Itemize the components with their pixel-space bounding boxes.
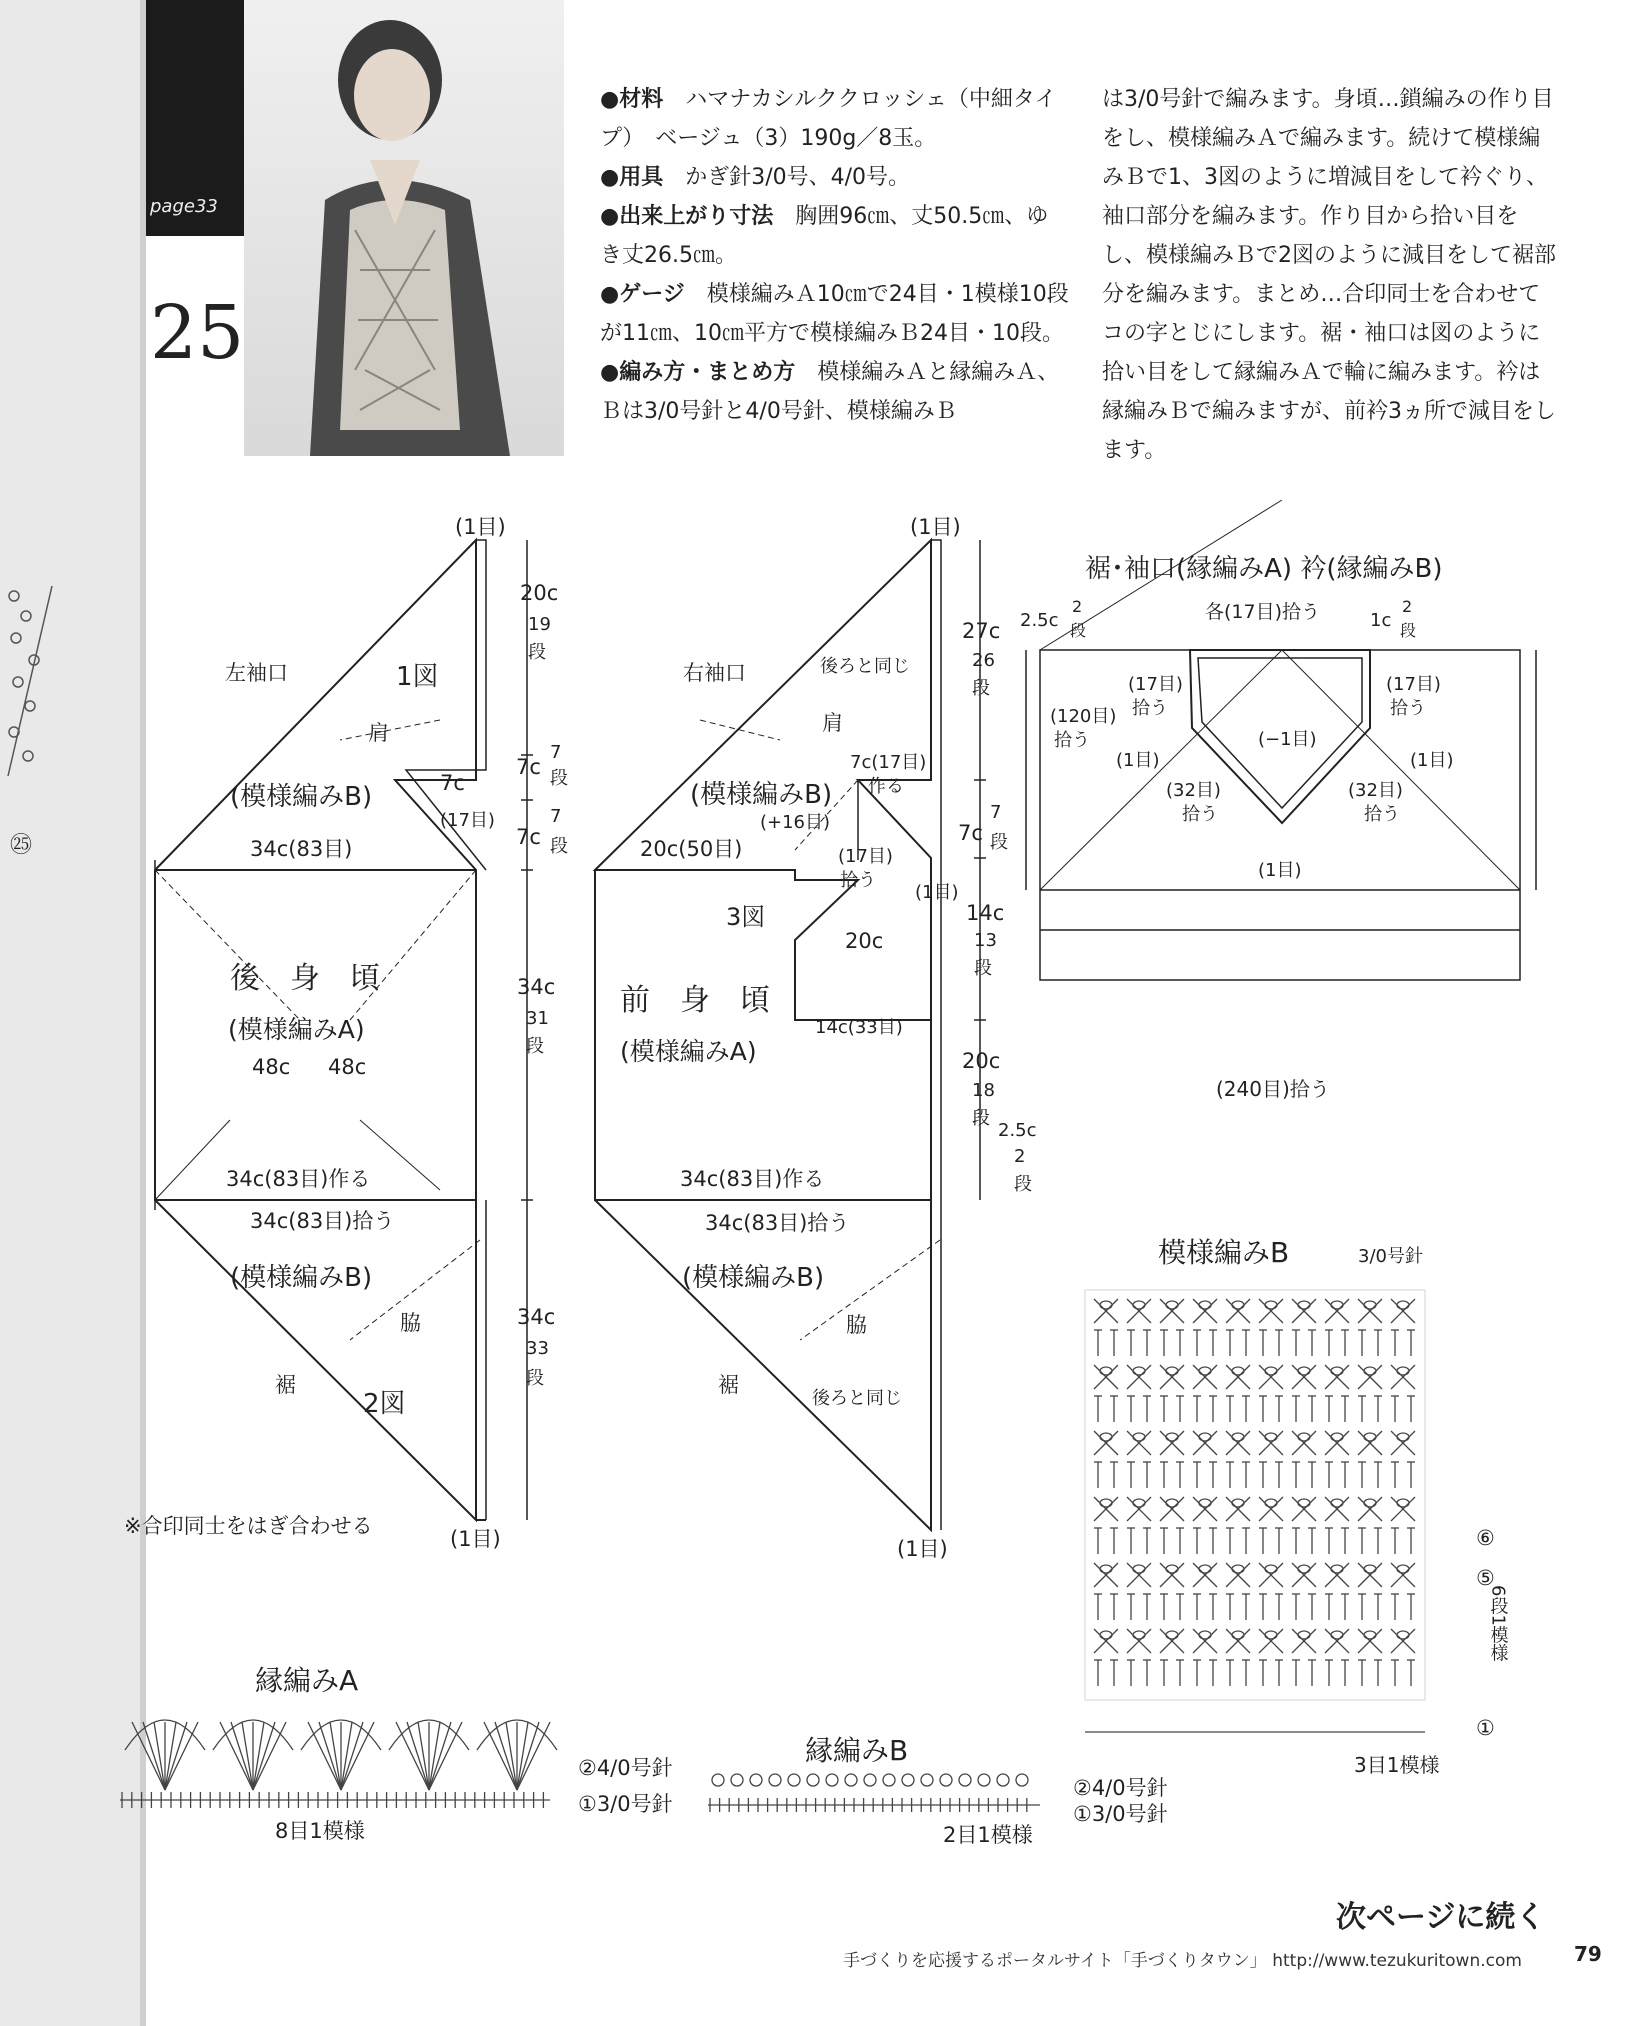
- front-plus-16: (+16目): [760, 812, 831, 833]
- edge-b-picot: [750, 1774, 762, 1786]
- back-hem: 裾: [275, 1373, 296, 1397]
- gauge-label: ●ゲージ: [600, 282, 685, 307]
- edge-b-picot: [807, 1774, 819, 1786]
- edge-a-spoke: [517, 1722, 539, 1790]
- chain-stitch: [1232, 1367, 1244, 1375]
- model-figure: [270, 10, 540, 456]
- chain-stitch: [1100, 1367, 1112, 1375]
- edge-a-spoke: [143, 1722, 165, 1790]
- back-top-stitch: (1目): [455, 515, 506, 539]
- front-dim-4-unit: 段: [972, 1108, 990, 1129]
- chain-stitch: [1133, 1301, 1145, 1309]
- edge-a-stitches: [120, 1720, 557, 1808]
- edge-a-spoke: [165, 1722, 187, 1790]
- page-reference: page33: [150, 196, 218, 217]
- back-dim-3-unit: 段: [550, 836, 568, 857]
- edge-a-spoke: [319, 1722, 341, 1790]
- edging-collar-top: 各(17目)拾う: [1205, 601, 1321, 623]
- back-sleeve-label: 左袖口: [225, 661, 288, 685]
- back-width-48b: 48c: [328, 1055, 367, 1079]
- method-text: 模様編みＡと縁編みＡ、Ｂは3/0号針と4/0号針、模様編みＢ: [600, 360, 1060, 424]
- edge-b-picot: [997, 1774, 1009, 1786]
- front-dim-5-unit: 段: [1014, 1174, 1032, 1195]
- pattern-b-row-6: ⑥: [1476, 1526, 1495, 1550]
- edging-top-right-unit: 段: [1400, 621, 1417, 640]
- front-dim-4: 20c: [962, 1049, 1001, 1073]
- back-gap-7: 7c: [440, 771, 465, 795]
- back-dim-1-rows: 19: [528, 614, 551, 635]
- chain-stitch: [1331, 1301, 1343, 1309]
- back-dim-5: 34c: [517, 1305, 556, 1329]
- chain-stitch: [1232, 1631, 1244, 1639]
- front-dim-3-unit: 段: [974, 958, 992, 979]
- edge-a-row-2: ②4/0号針: [578, 1756, 673, 1780]
- back-dim-4-unit: 段: [526, 1036, 544, 1057]
- edge-b-picot: [731, 1774, 743, 1786]
- chain-stitch: [1265, 1367, 1277, 1375]
- edging-right-32b: 拾う: [1364, 804, 1400, 825]
- front-stitch-1: (1目): [915, 882, 959, 903]
- pattern-b-needle: 3/0号針: [1358, 1246, 1423, 1267]
- edging-minus-1: (−1目): [1258, 729, 1317, 750]
- edge-b-picot: [826, 1774, 838, 1786]
- margin-ref-25: ㉕: [10, 833, 33, 858]
- chain-stitch: [1397, 1367, 1409, 1375]
- chain-stitch: [1298, 1433, 1310, 1441]
- chain-stitch: [1364, 1499, 1376, 1507]
- chain-stitch: [1232, 1565, 1244, 1573]
- chain-stitch: [1133, 1499, 1145, 1507]
- back-dim-2: 7c: [516, 755, 541, 779]
- chain-stitch: [1265, 1499, 1277, 1507]
- spec-column-2: [1102, 80, 1562, 470]
- chain-stitch: [1100, 1499, 1112, 1507]
- chain-stitch: [1166, 1631, 1178, 1639]
- front-dim-5: 2.5c: [998, 1120, 1037, 1141]
- front-make-17: 7c(17目): [850, 752, 927, 773]
- front-top-stitch: (1目): [910, 515, 961, 539]
- chain-stitch: [1331, 1631, 1343, 1639]
- chain-stitch: [1265, 1433, 1277, 1441]
- edging-left-120: (120目): [1050, 706, 1117, 727]
- chain-stitch: [1331, 1367, 1343, 1375]
- tools-label: ●用具: [600, 165, 664, 190]
- edging-left-120b: 拾う: [1054, 730, 1090, 751]
- chain-stitch: [1331, 1433, 1343, 1441]
- chain-stitch: [1298, 1367, 1310, 1375]
- chain-stitch: [1397, 1301, 1409, 1309]
- front-width-14: 14c(33目): [815, 1017, 903, 1038]
- edging-left-32: (32目): [1166, 780, 1221, 801]
- edge-b-picot: [959, 1774, 971, 1786]
- front-bottom-stitch: (1目): [897, 1537, 948, 1561]
- chain-stitch: [1100, 1433, 1112, 1441]
- back-fig1: 1図: [396, 662, 439, 692]
- edge-b-picot: [1016, 1774, 1028, 1786]
- edge-b-picot: [769, 1774, 781, 1786]
- edging-hem-pick: (240目)拾う: [1216, 1077, 1330, 1101]
- chain-stitch: [1397, 1499, 1409, 1507]
- chain-stitch: [1133, 1367, 1145, 1375]
- edge-a-spoke: [429, 1722, 451, 1790]
- chain-stitch: [1298, 1565, 1310, 1573]
- front-pick-17b: 拾う: [840, 870, 876, 891]
- chain-stitch: [1100, 1631, 1112, 1639]
- edge-b-picot: [864, 1774, 876, 1786]
- chain-stitch: [1199, 1433, 1211, 1441]
- edging-left-17: (17目): [1128, 674, 1183, 695]
- chain-stitch: [1100, 1301, 1112, 1309]
- edging-top-left-rows: 2: [1072, 597, 1083, 616]
- edging-right-17: (17目): [1386, 674, 1441, 695]
- edging-right-32: (32目): [1348, 780, 1403, 801]
- edging-bottom-1: (1目): [1258, 860, 1302, 881]
- chain-stitch: [1232, 1301, 1244, 1309]
- edging-top-right: 1c: [1370, 610, 1392, 631]
- back-width-top: 34c(83目): [250, 837, 353, 861]
- size-text: 胸囲96㎝、丈50.5㎝、ゆき丈26.5㎝。: [600, 204, 1049, 268]
- chain-stitch: [1232, 1433, 1244, 1441]
- back-make: 34c(83目)作る: [226, 1167, 371, 1191]
- knitting-diagram: [0, 500, 1632, 1920]
- edging-right-1: (1目): [1410, 750, 1454, 771]
- front-pattern-b-top: (模様編みB): [690, 780, 833, 810]
- chain-stitch: [1133, 1565, 1145, 1573]
- front-title: 前 身 頃: [620, 983, 770, 1018]
- chain-stitch: [1199, 1301, 1211, 1309]
- front-width-top: 20c(50目): [640, 837, 743, 861]
- chain-stitch: [1100, 1565, 1112, 1573]
- edging-top-left-unit: 段: [1070, 621, 1087, 640]
- back-dim-4: 34c: [517, 975, 556, 999]
- front-width-20: 20c: [845, 929, 884, 953]
- back-dim-3: 7c: [516, 825, 541, 849]
- chain-stitch: [1364, 1565, 1376, 1573]
- front-make-17b: 作る: [868, 776, 904, 797]
- edge-a-title: 縁編みA: [255, 1664, 359, 1697]
- back-dim-2-rows: 7: [550, 742, 562, 763]
- edge-b-picot: [712, 1774, 724, 1786]
- front-dim-2: 7c: [958, 821, 983, 845]
- method-continued: は3/0号針で編みます。身頃…鎖編みの作り目をし、模様編みＡで編みます。続けて模様編みＢで1、3図のように増減目をして衿ぐり、袖口部分を編みます。作り目から拾い目をし、模様編みＢで2図のように減目をして裾部分を編みます。まとめ…合印同士を合わせてコの字とじにします。裾・袖口は図のように拾い目をして縁編みＡで輪に編みます。衿は縁編みＢで編みますが、前衿3ヵ所で減目をします。: [1102, 87, 1556, 463]
- back-side: 脇: [400, 1311, 421, 1335]
- front-pick-17: (17目): [838, 846, 893, 867]
- spec-column-1: [600, 80, 1070, 431]
- front-dim-3-rows: 13: [974, 930, 997, 951]
- edging-left-32b: 拾う: [1182, 804, 1218, 825]
- front-shoulder: 肩: [822, 711, 843, 735]
- size-label: ●出来上がり寸法: [600, 204, 774, 229]
- back-bottom-stitch: (1目): [450, 1527, 501, 1551]
- front-make: 34c(83目)作る: [680, 1167, 825, 1191]
- chain-stitch: [1166, 1565, 1178, 1573]
- materials-text: ハマナカシルククロッシェ（中細タイプ） ベージュ（3）190g／8玉。: [600, 87, 1057, 151]
- chain-stitch: [1133, 1631, 1145, 1639]
- back-pattern-b-bottom: (模様編みB): [230, 1263, 373, 1293]
- chain-stitch: [1199, 1631, 1211, 1639]
- chain-stitch: [1364, 1367, 1376, 1375]
- edge-b-row-1: ①3/0号針: [1073, 1802, 1168, 1826]
- chain-stitch: [1199, 1367, 1211, 1375]
- front-dim-1: 27c: [962, 619, 1001, 643]
- front-side: 脇: [846, 1313, 867, 1337]
- chain-stitch: [1397, 1565, 1409, 1573]
- edging-left-17b: 拾う: [1132, 698, 1168, 719]
- chain-stitch: [1265, 1631, 1277, 1639]
- front-same-as-back-2: 後ろと同じ: [812, 1388, 902, 1409]
- edge-a-row-1: ①3/0号針: [578, 1792, 673, 1816]
- back-dim-5-unit: 段: [526, 1368, 544, 1389]
- edge-b-picot: [902, 1774, 914, 1786]
- edge-b-picot: [940, 1774, 952, 1786]
- chain-stitch: [1133, 1433, 1145, 1441]
- pattern-b-repeat: 3目1模様: [1354, 1753, 1440, 1777]
- front-dim-1-unit: 段: [972, 678, 990, 699]
- back-note: ※合印同士をはぎ合わせる: [124, 1514, 373, 1538]
- back-title: 後 身 頃: [230, 961, 380, 996]
- edge-a-spoke: [495, 1722, 517, 1790]
- chain-stitch: [1166, 1367, 1178, 1375]
- chain-stitch: [1364, 1433, 1376, 1441]
- front-fig3: 3図: [726, 903, 766, 931]
- chain-stitch: [1298, 1499, 1310, 1507]
- front-pattern-b-bottom: (模様編みB): [682, 1263, 825, 1293]
- edge-a-spoke: [407, 1722, 429, 1790]
- edge-b-picot: [883, 1774, 895, 1786]
- edge-b-picot: [921, 1774, 933, 1786]
- back-dim-3-rows: 7: [550, 806, 562, 827]
- back-dim-1-unit: 段: [528, 642, 546, 663]
- chain-stitch: [1364, 1301, 1376, 1309]
- back-dim-5-rows: 33: [526, 1338, 549, 1359]
- back-dim-1: 20c: [520, 581, 559, 605]
- front-sleeve-label: 右袖口: [683, 661, 746, 685]
- chain-stitch: [1166, 1433, 1178, 1441]
- back-width-48a: 48c: [252, 1055, 291, 1079]
- back-gap-17: (17目): [440, 810, 495, 831]
- edge-b-stitches: [708, 1774, 1040, 1812]
- chain-stitch: [1397, 1433, 1409, 1441]
- pattern-b-row-5: ⑤: [1476, 1566, 1495, 1590]
- edging-right-17b: 拾う: [1390, 698, 1426, 719]
- edging-top-left: 2.5c: [1020, 610, 1059, 631]
- edge-a-repeat: 8目1模様: [275, 1819, 365, 1843]
- edge-a-spoke: [341, 1722, 363, 1790]
- front-dim-2-rows: 7: [990, 802, 1002, 823]
- edge-b-picot: [845, 1774, 857, 1786]
- edge-b-row-2: ②4/0号針: [1073, 1776, 1168, 1800]
- front-hem: 裾: [718, 1373, 739, 1397]
- edging-left-1: (1目): [1116, 750, 1160, 771]
- pattern-b-title: 模様編みB: [1158, 1236, 1290, 1269]
- gauge-text: 模様編みＡ10㎝で24目・1模様10段が11㎝、10㎝平方で模様編みＢ24目・10段。: [600, 282, 1069, 346]
- chain-stitch: [1199, 1565, 1211, 1573]
- chain-stitch: [1199, 1499, 1211, 1507]
- method-label: ●編み方・まとめ方: [600, 360, 796, 385]
- back-dim-4-rows: 31: [526, 1008, 549, 1029]
- chain-stitch: [1265, 1301, 1277, 1309]
- back-fig2: 2図: [363, 1389, 406, 1419]
- item-number: 25: [150, 290, 245, 376]
- back-pick: 34c(83目)拾う: [250, 1209, 395, 1233]
- front-pattern-a: (模様編みA): [620, 1037, 757, 1066]
- front-dim-2-unit: 段: [990, 832, 1008, 853]
- back-pattern-a: (模様編みA): [228, 1015, 365, 1044]
- front-dim-1-rows: 26: [972, 650, 995, 671]
- chain-stitch: [1166, 1499, 1178, 1507]
- page-number: 79: [1574, 1942, 1602, 1966]
- chain-stitch: [1331, 1499, 1343, 1507]
- chain-stitch: [1166, 1301, 1178, 1309]
- pattern-b-row-1: ①: [1476, 1716, 1495, 1740]
- edge-a-spoke: [253, 1722, 275, 1790]
- edge-b-picot: [978, 1774, 990, 1786]
- edge-a-spoke: [231, 1722, 253, 1790]
- chain-stitch: [1298, 1631, 1310, 1639]
- front-dim-3: 14c: [966, 901, 1005, 925]
- footer-portal-url: 手づくりを応援するポータルサイト「手づくりタウン」 http://www.tezukuritown.com: [843, 1951, 1522, 1971]
- back-shoulder: 肩: [368, 721, 389, 745]
- chain-stitch: [1397, 1631, 1409, 1639]
- front-same-as-back: 後ろと同じ: [820, 656, 910, 677]
- edging-top-right-rows: 2: [1402, 597, 1413, 616]
- chain-stitch: [1298, 1301, 1310, 1309]
- back-pattern-b-top: (模様編みB): [230, 782, 373, 812]
- continued-next-page: 次ページに続く: [1336, 1900, 1546, 1935]
- edge-b-repeat: 2目1模様: [943, 1823, 1033, 1847]
- edge-b-title: 縁編みB: [805, 1734, 909, 1767]
- pattern-b-repeat-rows: 6段1模様: [1487, 1585, 1509, 1662]
- front-dim-4-rows: 18: [972, 1080, 995, 1101]
- front-dim-5-rows: 2: [1014, 1146, 1026, 1167]
- pattern-b-stitches: [1085, 1299, 1425, 1732]
- chain-stitch: [1364, 1631, 1376, 1639]
- front-pick: 34c(83目)拾う: [705, 1211, 850, 1235]
- edging-title: 裾･袖口(縁編みA) 衿(縁編みB): [1085, 554, 1443, 584]
- back-dim-2-unit: 段: [550, 768, 568, 789]
- edge-b-picot: [788, 1774, 800, 1786]
- tools-text: かぎ針3/0号、4/0号。: [685, 165, 911, 190]
- chain-stitch: [1331, 1565, 1343, 1573]
- materials-label: ●材料: [600, 87, 664, 112]
- chain-stitch: [1232, 1499, 1244, 1507]
- chain-stitch: [1265, 1565, 1277, 1573]
